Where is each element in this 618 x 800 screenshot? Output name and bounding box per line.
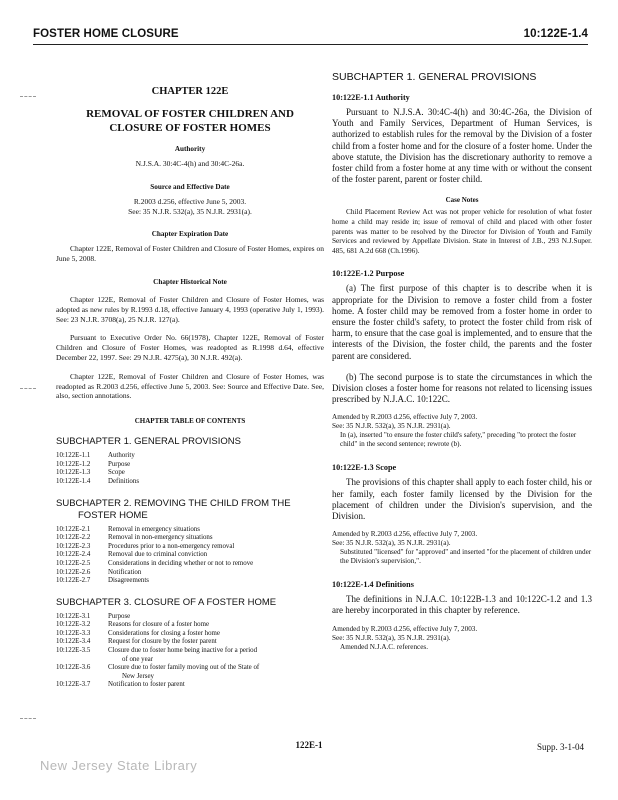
toc-row: [56, 664, 324, 681]
toc-row: [56, 621, 324, 630]
toc-num: 10:122E-2.4: [56, 551, 91, 559]
left-column: [56, 52, 324, 690]
toc-row: [56, 469, 324, 478]
toc-text: Request for closure by the foster parent: [108, 638, 217, 646]
toc-num: 10:122E-2.2: [56, 534, 91, 542]
section-body: Pursuant to N.J.S.A. 30:4C-4(h) and 30:4C-26a, the Division of Youth and Family Services, Department of Human Services, is authorized to establish rules for the removal by the Division of a foster child from a foster home and for the closure of a foster home. Under the above statute, the Division has the discretionary authority to remove a foster child from a foster home at any time with or without the consent of the foster parent, parent or foster child.: [332, 107, 592, 185]
toc-row: [56, 534, 324, 543]
section-heading: 10:122E-1.3 Scope: [332, 463, 397, 473]
scan-mark: [20, 718, 36, 721]
right-column: [332, 52, 592, 652]
toc-row: [56, 543, 324, 552]
toc-list-sub3: [56, 613, 324, 690]
toc-num: 10:122E-1.2: [56, 460, 91, 468]
chapter-number: CHAPTER 122E: [151, 86, 229, 97]
running-head-left: FOSTER HOME CLOSURE: [33, 28, 179, 40]
toc-text: Removal in emergency situations: [108, 525, 200, 533]
amendment-line: Amended by R.2003 d.256, effective July 7, 2003.: [332, 413, 478, 422]
toc-text: Scope: [108, 469, 125, 477]
toc-subchapter-line: SUBCHAPTER 1. GENERAL PROVISIONS: [56, 436, 241, 448]
amendment-note: [332, 413, 592, 449]
toc-num: 10:122E-1.4: [56, 477, 91, 485]
chapter-title: [56, 107, 324, 135]
toc-subchapter-heading: [56, 597, 324, 609]
amendment-note: [332, 530, 592, 566]
toc-text-line: Closure due to foster family moving out of the State of: [108, 664, 260, 672]
page-number: 122E-1: [295, 740, 323, 750]
scan-mark: [20, 96, 36, 99]
amendment-note: [332, 625, 592, 652]
toc-text: Purpose: [108, 612, 131, 620]
toc-text: Disagreements: [108, 577, 149, 585]
toc-subchapter-line: SUBCHAPTER 3. CLOSURE OF A FOSTER HOME: [56, 596, 277, 608]
toc-subchapter-line: FOSTER HOME: [78, 509, 148, 521]
toc-subchapter-line: SUBCHAPTER 2. REMOVING THE CHILD FROM THE: [56, 497, 291, 509]
amendment-line: See: 35 N.J.R. 532(a), 35 N.J.R. 2931(a).: [332, 422, 451, 431]
toc-text: Considerations in deciding whether or not to remove: [108, 559, 254, 567]
running-head: [33, 28, 588, 40]
case-notes-label: Case Notes: [445, 196, 479, 205]
toc-text: Authority: [108, 452, 135, 460]
toc-row: [56, 569, 324, 578]
toc-row: [56, 461, 324, 470]
toc-num: 10:122E-1.1: [56, 452, 91, 460]
section-body: (b) The second purpose is to state the circumstances in which the Division closes a foster home for reasons not related to licensing issues prescribed by N.J.A.C. 10:122C.: [332, 371, 592, 405]
toc-text-continuation: of one year: [122, 655, 153, 663]
toc-text: Notification to foster parent: [108, 681, 185, 689]
toc-num: 10:122E-2.6: [56, 568, 91, 576]
toc-text: [108, 647, 324, 664]
expiration-text: Chapter 122E, Removal of Foster Children and Closure of Foster Homes, expires on June 5, 2008.: [56, 244, 324, 264]
toc-text: Considerations for closing a foster home: [108, 629, 220, 637]
toc-text-continuation: New Jersey: [122, 672, 154, 680]
running-head-right: 10:122E-1.4: [523, 28, 588, 40]
toc-subchapter-heading: [56, 498, 324, 522]
toc-num: 10:122E-3.5: [56, 647, 91, 655]
toc-num: 10:122E-2.3: [56, 542, 91, 550]
toc-list-sub2: [56, 526, 324, 586]
historical-label: Chapter Historical Note: [153, 277, 227, 286]
toc-num: 10:122E-3.1: [56, 612, 91, 620]
toc-row: [56, 638, 324, 647]
historical-note: Chapter 122E, Removal of Foster Children and Closure of Foster Homes, was adopted as new rules by R.1993 d.18, effective January 4, 1993 (operative July 1, 1993). See: 23 N.J.R. 3708(a), 25 N.J.R. 127(a).: [56, 294, 324, 324]
toc-title: CHAPTER TABLE OF CONTENTS: [134, 417, 246, 426]
toc-text: Purpose: [108, 460, 131, 468]
amendment-line: Amended N.J.A.C. references.: [340, 642, 429, 651]
chapter-title-line: REMOVAL OF FOSTER CHILDREN AND: [86, 108, 294, 120]
toc-text: Removal due to criminal conviction: [108, 551, 208, 559]
toc-num: 10:122E-3.2: [56, 621, 91, 629]
amendment-line: See: 35 N.J.R. 532(a), 35 N.J.R. 2931(a).: [332, 539, 451, 548]
subchapter-heading: SUBCHAPTER 1. GENERAL PROVISIONS: [332, 71, 537, 83]
section-body: (a) The first purpose of this chapter is to describe when it is appropriate for the Division to remove a foster child from a foster home. A foster child may be removed from a foster home in order to ensure the foster child's safety, to protect the foster child from risk of harm, to ensure that the case goal is implemented, and to ensure that the interests of the Division, the foster child, the parents and the foster parent are considered.: [332, 283, 592, 361]
toc-row: [56, 526, 324, 535]
toc-row: [56, 452, 324, 461]
toc-text: Reasons for closure of a foster home: [108, 621, 210, 629]
toc-row: [56, 551, 324, 560]
authority-text: N.J.S.A. 30:4C-4(h) and 30:4C-26a.: [135, 159, 245, 168]
section-heading: 10:122E-1.1 Authority: [332, 93, 410, 102]
case-notes-text: Child Placement Review Act was not proper vehicle for resolution of what foster home a child may reside in; issue of removal of child and placed with other foster parents was matter to be resolved by the Director for Division of Youth and Family Services and reviewed by Appellate Division. State in Interest of J.B., 293 N.J.Super. 485, 681 A.2d 668 (Ch.1996).: [332, 207, 592, 255]
library-watermark: New Jersey State Library: [40, 758, 198, 773]
supplement-date: Supp. 3-1-04: [537, 742, 584, 752]
toc-num: 10:122E-1.3: [56, 469, 91, 477]
chapter-title-line: CLOSURE OF FOSTER HOMES: [109, 122, 271, 134]
section-body: The provisions of this chapter shall apply to each foster child, his or her family, each foster family licensed by the Division for the placement of children under the Division's supervision, and the Division.: [332, 477, 592, 522]
scan-mark: [20, 388, 36, 391]
header-rule: [33, 44, 588, 45]
section-heading: 10:122E-1.4 Definitions: [332, 580, 414, 590]
toc-num: 10:122E-3.4: [56, 638, 91, 646]
toc-row: [56, 478, 324, 487]
amendment-line: Amended by R.2003 d.256, effective July 7, 2003.: [332, 624, 478, 633]
historical-note: Pursuant to Executive Order No. 66(1978), Chapter 122E, Removal of Foster Children and Closure of Foster Homes, was readopted as R.1998 d.64, effective December 22, 1997. See: 29 N.J.R. 4275(a), 30 N.J.R. 492(a).: [56, 333, 324, 362]
section-heading: 10:122E-1.2 Purpose: [332, 269, 405, 279]
toc-text: Notification: [108, 568, 142, 576]
amendment-line: Amended by R.2003 d.256, effective July 7, 2003.: [332, 530, 478, 539]
toc-num: 10:122E-3.6: [56, 664, 91, 672]
toc-row: [56, 681, 324, 690]
toc-text: Definitions: [108, 477, 140, 485]
toc-num: 10:122E-3.7: [56, 681, 91, 689]
toc-text: Procedures prior to a non-emergency removal: [108, 542, 235, 550]
toc-row: [56, 630, 324, 639]
amendment-line: Substituted "licensed" for "approved" and inserted "for the placement of children under the Division's supervision,".: [340, 548, 592, 566]
authority-label: Authority: [174, 145, 206, 153]
toc-subchapter-heading: [56, 436, 324, 448]
historical-note: Chapter 122E, Removal of Foster Children and Closure of Foster Homes, was readopted as R.2003 d.256, effective June 5, 2003. See: Source and Effective Date. See, also, section annotations.: [56, 371, 324, 401]
toc-text-line: Closure due to foster home being inactive for a period: [108, 647, 258, 655]
toc-row: [56, 577, 324, 586]
source-label: Source and Effective Date: [150, 182, 230, 191]
amendment-line: In (a), inserted "to ensure the foster child's safety," preceding "to protect the foster child" in the second sentence; rewrote (b).: [340, 431, 577, 449]
amendment-line: See: 35 N.J.R. 532(a), 35 N.J.R. 2931(a).: [332, 633, 451, 642]
toc-num: 10:122E-3.3: [56, 629, 91, 637]
source-text: [56, 197, 324, 217]
toc-row: [56, 613, 324, 622]
toc-list-sub1: [56, 452, 324, 486]
source-line: See: 35 N.J.R. 532(a), 35 N.J.R. 2931(a).: [128, 206, 252, 216]
section-body: The definitions in N.J.A.C. 10:122B-1.3 and 10:122C-1.2 and 1.3 are hereby incorporated in this chapter by reference.: [332, 594, 592, 616]
toc-num: 10:122E-2.5: [56, 559, 91, 567]
toc-text: Removal in non-emergency situations: [108, 534, 213, 542]
source-line: R.2003 d.256, effective June 5, 2003.: [133, 196, 247, 206]
toc-text: [108, 664, 324, 681]
toc-num: 10:122E-2.7: [56, 577, 91, 585]
toc-num: 10:122E-2.1: [56, 525, 91, 533]
expiration-label: Chapter Expiration Date: [151, 230, 229, 239]
toc-row: [56, 647, 324, 664]
toc-row: [56, 560, 324, 569]
